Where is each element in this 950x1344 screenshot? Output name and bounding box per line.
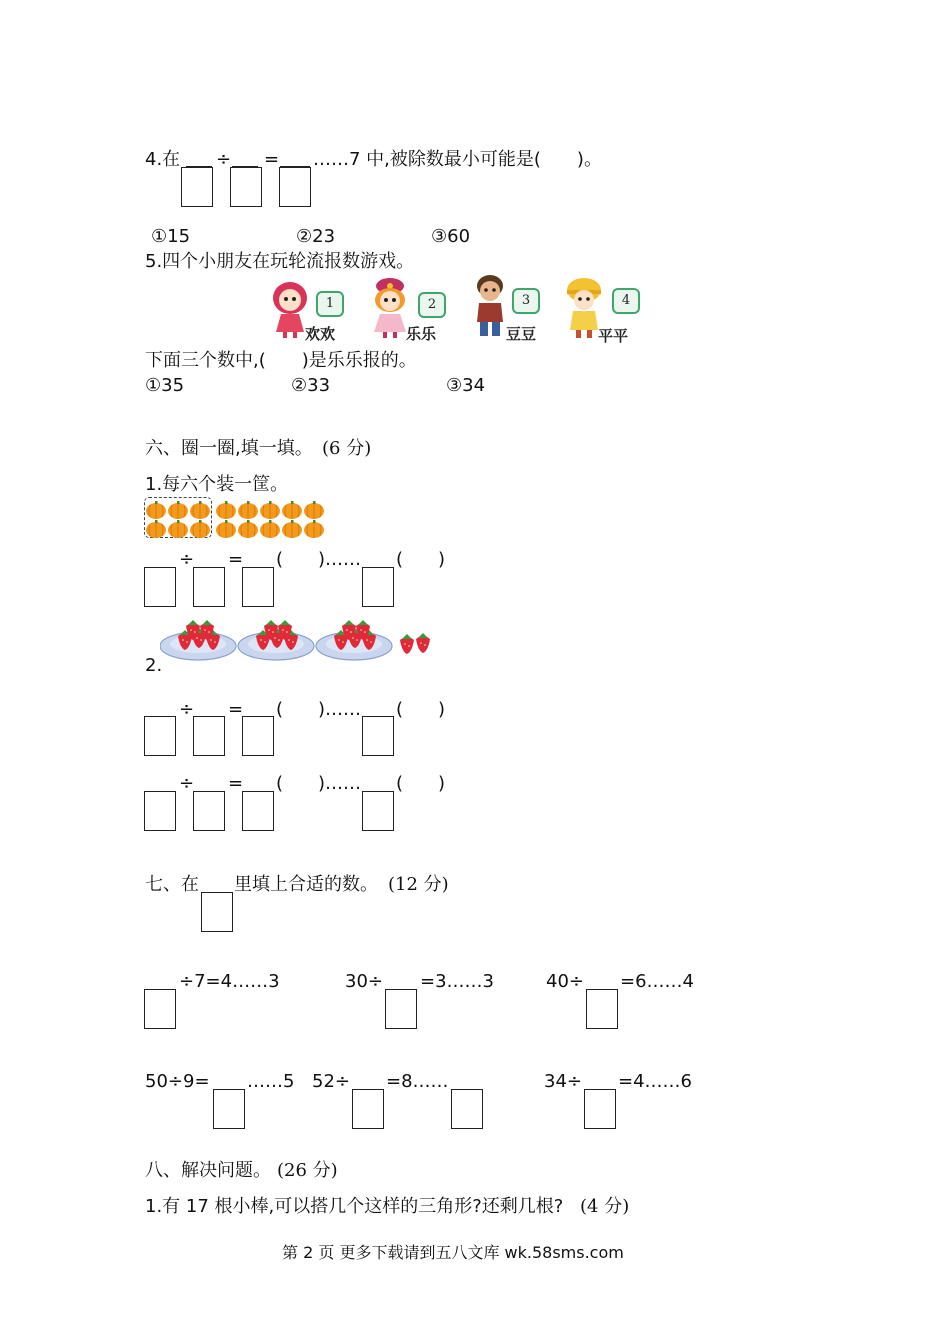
s7-eq4-text-b: ……5 <box>247 1071 295 1092</box>
s6-row3-eq: = <box>228 773 244 794</box>
q5-option-3: ③34 <box>446 375 486 396</box>
s7-eq5-text-b: =8…… <box>386 1071 449 1092</box>
s6-row3-div: ÷ <box>179 773 195 794</box>
section7-title-a: 七、在 <box>145 874 199 895</box>
s6-row1-paren-mid: )…… <box>318 549 362 570</box>
q4-answer-box-quotient[interactable] <box>279 167 311 207</box>
s7-eq1-box[interactable] <box>144 989 176 1029</box>
s6-row1-paren-open-2: ( <box>396 549 404 570</box>
s7-eq4-box[interactable] <box>213 1089 245 1129</box>
s7-eq6-box[interactable] <box>584 1089 616 1129</box>
s6-row2-paren-close: ) <box>438 699 446 720</box>
q4-option-1: ①15 <box>151 226 191 247</box>
kid-huanhuan-name: 欢欢 <box>305 325 336 343</box>
s7-eq2-text-a: 30÷ <box>345 971 383 992</box>
s6-row3-paren-open: ( <box>276 773 284 794</box>
s6-row2-div: ÷ <box>179 699 195 720</box>
kid-pingping-number-bubble: 4 <box>612 288 640 314</box>
s6-row1-box-1[interactable] <box>144 567 176 607</box>
q4-eq-sign: = <box>264 149 280 170</box>
kid-lele-name: 乐乐 <box>406 325 437 343</box>
q5-question: 下面三个数中,( )是乐乐报的。 <box>145 350 417 371</box>
q5-option-1: ①35 <box>145 375 185 396</box>
q4-option-2: ②23 <box>296 226 336 247</box>
s6-row3-box-1[interactable] <box>144 791 176 831</box>
s6-row3-box-4[interactable] <box>362 791 394 831</box>
q4-option-3: ③60 <box>431 226 471 247</box>
section7-score: (12 分) <box>388 874 449 895</box>
s7-eq2-text-b: =3……3 <box>420 971 494 992</box>
s6-row3-box-2[interactable] <box>193 791 225 831</box>
s6-row3-box-3[interactable] <box>242 791 274 831</box>
q4-prefix: 4.在 <box>145 149 181 170</box>
s6-row1-eq: = <box>228 549 244 570</box>
kid-huanhuan-number-bubble: 1 <box>316 291 344 317</box>
section8-q1-score: (4 分) <box>580 1196 630 1217</box>
section8-title: 八、解决问题。 <box>145 1160 271 1181</box>
s6-row2-box-2[interactable] <box>193 716 225 756</box>
kid-pingping-name: 平平 <box>598 327 629 345</box>
section6-q2-number: 2. <box>145 655 163 676</box>
s6-row1-div: ÷ <box>179 549 195 570</box>
s7-eq3-text-b: =6……4 <box>620 971 694 992</box>
s6-row1-box-2[interactable] <box>193 567 225 607</box>
q4-answer-box-divisor[interactable] <box>230 167 262 207</box>
s6-row3-paren-open-2: ( <box>396 773 404 794</box>
section6-title: 六、圈一圈,填一填。 <box>145 438 313 459</box>
s7-eq2-box[interactable] <box>385 989 417 1029</box>
q4-answer-box-dividend[interactable] <box>181 167 213 207</box>
q4-div-sign: ÷ <box>216 149 232 170</box>
s6-row2-box-4[interactable] <box>362 716 394 756</box>
s7-eq6-text-a: 34÷ <box>544 1071 582 1092</box>
s7-eq1-text: ÷7=4……3 <box>179 971 280 992</box>
s6-row1-box-3[interactable] <box>242 567 274 607</box>
s6-row1-box-4[interactable] <box>362 567 394 607</box>
kid-doudou-name: 豆豆 <box>506 325 537 343</box>
s6-row2-box-1[interactable] <box>144 716 176 756</box>
s7-eq5-box-1[interactable] <box>352 1089 384 1129</box>
s6-row1-paren-close: ) <box>438 549 446 570</box>
s7-eq5-box-2[interactable] <box>451 1089 483 1129</box>
s6-row2-paren-open: ( <box>276 699 284 720</box>
s6-row3-paren-mid: )…… <box>318 773 362 794</box>
s6-row3-paren-close: ) <box>438 773 446 794</box>
section7-title-b: 里填上合适的数。 <box>234 874 378 895</box>
s6-row1-paren-open: ( <box>276 549 284 570</box>
section8-q1-text: 1.有 17 根小棒,可以搭几个这样的三角形?还剩几根? <box>145 1196 564 1217</box>
q4-tail: ……7 中,被除数最小可能是( )。 <box>313 149 602 170</box>
s7-eq4-text-a: 50÷9= <box>145 1071 210 1092</box>
s6-row2-paren-mid: )…… <box>318 699 362 720</box>
s7-eq6-text-b: =4……6 <box>618 1071 692 1092</box>
s6-row2-eq: = <box>228 699 244 720</box>
pumpkin-illustration <box>146 500 328 540</box>
s6-row2-paren-open-2: ( <box>396 699 404 720</box>
s7-eq3-box[interactable] <box>586 989 618 1029</box>
s6-row2-box-3[interactable] <box>242 716 274 756</box>
q5-option-2: ②33 <box>291 375 331 396</box>
section6-q1-text: 1.每六个装一筐。 <box>145 474 289 495</box>
q5-title: 5.四个小朋友在玩轮流报数游戏。 <box>145 251 415 272</box>
kid-lele-number-bubble: 2 <box>418 292 446 318</box>
s7-eq3-text-a: 40÷ <box>546 971 584 992</box>
kid-doudou-number-bubble: 3 <box>512 288 540 314</box>
kid-doudou-illustration <box>470 272 510 340</box>
s7-eq5-text-a: 52÷ <box>312 1071 350 1092</box>
page-footer: 第 2 页 更多下载请到五八文库 wk.58sms.com <box>282 1243 624 1262</box>
section6-score: (6 分) <box>322 438 372 459</box>
section8-score: (26 分) <box>277 1160 338 1181</box>
strawberry-plates-illustration <box>160 618 435 664</box>
section7-title-box-icon <box>201 892 233 932</box>
